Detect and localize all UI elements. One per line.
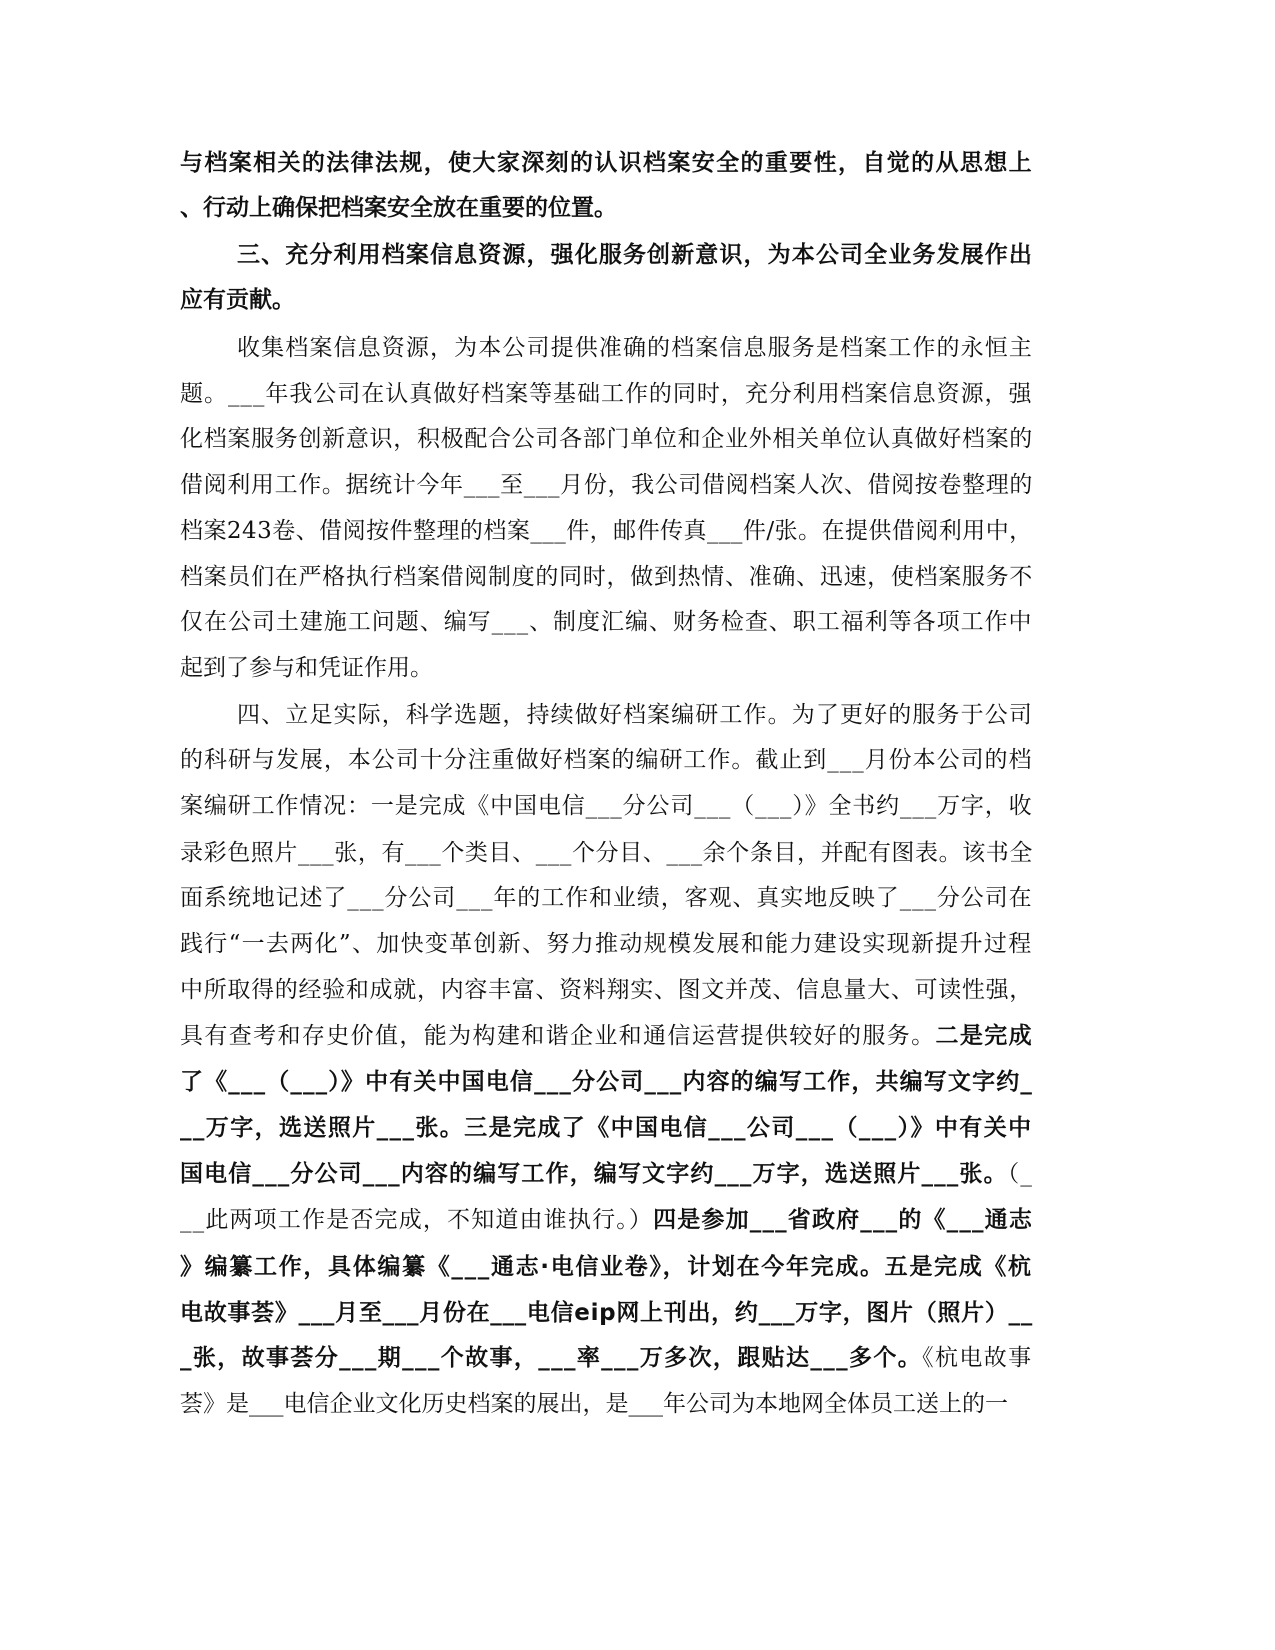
text-run: 题。___年我公司在认真做好档案等基础工作的同时，充分利用档案信息资源，强 (180, 381, 1033, 407)
text-run: 二是完成 (935, 1023, 1034, 1049)
text-line (180, 653, 433, 683)
text-run: 档案员们在严格执行档案借阅制度的同时，做到热情、准确、迅速，使档案服务不 (180, 564, 1033, 590)
text-run: 四是参加___省政府___的《___通志 (653, 1207, 1034, 1233)
text-line (180, 516, 1033, 546)
text-line (180, 1205, 1033, 1235)
text-line (180, 470, 1033, 500)
text-run: __此两项工作是否完成，不知道由谁执行。） (180, 1207, 654, 1233)
text-run: 起到了参与和凭证作用。 (180, 655, 433, 681)
text-run: 仅在公司土建施工问题、编写___、制度汇编、财务检查、职工福利等各项工作中 (180, 609, 1033, 635)
text-run: 与档案相关的法律法规，使大家深刻的认识档案安全的重要性，自觉的从思想上 (180, 150, 1033, 176)
text-run: 应有贡献。 (180, 287, 295, 313)
text-line (180, 1389, 1008, 1419)
text-run: 的科研与发展，本公司十分注重做好档案的编研工作。截止到___月份本公司的档 (180, 747, 1033, 773)
text-run: 化档案服务创新意识，积极配合公司各部门单位和企业外相关单位认真做好档案的 (180, 426, 1033, 452)
text-run: 具有查考和存史价值，能为构建和谐企业和通信运营提供较好的服务。 (180, 1023, 936, 1049)
text-line (237, 700, 1033, 730)
text-run: 践行“一去两化”、加快变革创新、努力推动规模发展和能力建设实现新提升过程 (180, 931, 1033, 957)
text-line (180, 379, 1033, 409)
text-line (180, 562, 1033, 592)
text-run: 《杭电故事 (922, 1345, 1033, 1371)
text-line (180, 745, 1033, 775)
text-line (180, 193, 617, 223)
text-run: （_ (1007, 1161, 1034, 1187)
text-run: __万字，选送照片___张。三是完成了《中国电信___公司___（___）》中有关中 (180, 1115, 1033, 1141)
text-line (180, 791, 1033, 821)
text-run: _张，故事荟分___期___个故事，___率___万多次，跟贴达___多个。 (180, 1345, 923, 1371)
text-line (180, 607, 1033, 637)
text-line (180, 1021, 1033, 1051)
text-run: 四、立足实际，科学选题，持续做好档案编研工作。为了更好的服务于公司 (237, 702, 1033, 728)
text-line (180, 424, 1033, 454)
text-run: 、行动上确保把档案安全放在重要的位置。 (180, 195, 617, 221)
text-line (180, 148, 1033, 178)
text-run: 了《___（___）》中有关中国电信___分公司___内容的编写工作，共编写文字约_ (180, 1069, 1033, 1095)
text-line (180, 883, 1033, 913)
text-run: 》编纂工作，具体编纂《___通志·电信业卷》，计划在今年完成。五是完成《杭 (180, 1254, 1033, 1280)
text-line (180, 285, 295, 315)
text-line (180, 1159, 1033, 1189)
text-run: 电故事荟》___月至___月份在___电信eip网上刊出，约___万字，图片（照片）__ (180, 1300, 1033, 1326)
text-run: 荟》是___电信企业文化历史档案的展出，是___年公司为本地网全体员工送上的一 (180, 1391, 1008, 1417)
text-line (237, 333, 1033, 363)
text-line (180, 975, 1033, 1005)
text-line (180, 1343, 1033, 1373)
text-line (180, 1067, 1033, 1097)
text-line (180, 929, 1033, 959)
text-run: 档案243卷、借阅按件整理的档案___件，邮件传真___件/张。在提供借阅利用中， (180, 518, 1033, 544)
text-line (237, 240, 1033, 270)
text-run: 录彩色照片___张，有___个类目、___个分目、___余个条目，并配有图表。该书全 (180, 840, 1033, 866)
text-line (180, 838, 1033, 868)
text-line (180, 1113, 1033, 1143)
text-run: 借阅利用工作。据统计今年___至___月份，我公司借阅档案人次、借阅按卷整理的 (180, 472, 1033, 498)
text-run: 案编研工作情况：一是完成《中国电信___分公司___（___）》全书约___万字，收 (180, 793, 1033, 819)
text-run: 面系统地记述了___分公司___年的工作和业绩，客观、真实地反映了___分公司在 (180, 885, 1033, 911)
text-line (180, 1298, 1033, 1328)
text-run: 三、充分利用档案信息资源，强化服务创新意识，为本公司全业务发展作出 (237, 242, 1033, 268)
text-line (180, 1252, 1033, 1282)
text-run: 中所取得的经验和成就，内容丰富、资料翔实、图文并茂、信息量大、可读性强， (180, 977, 1033, 1003)
text-run: 收集档案信息资源，为本公司提供准确的档案信息服务是档案工作的永恒主 (237, 335, 1033, 361)
text-run: 国电信___分公司___内容的编写工作，编写文字约___万字，选送照片___张。 (180, 1161, 1008, 1187)
